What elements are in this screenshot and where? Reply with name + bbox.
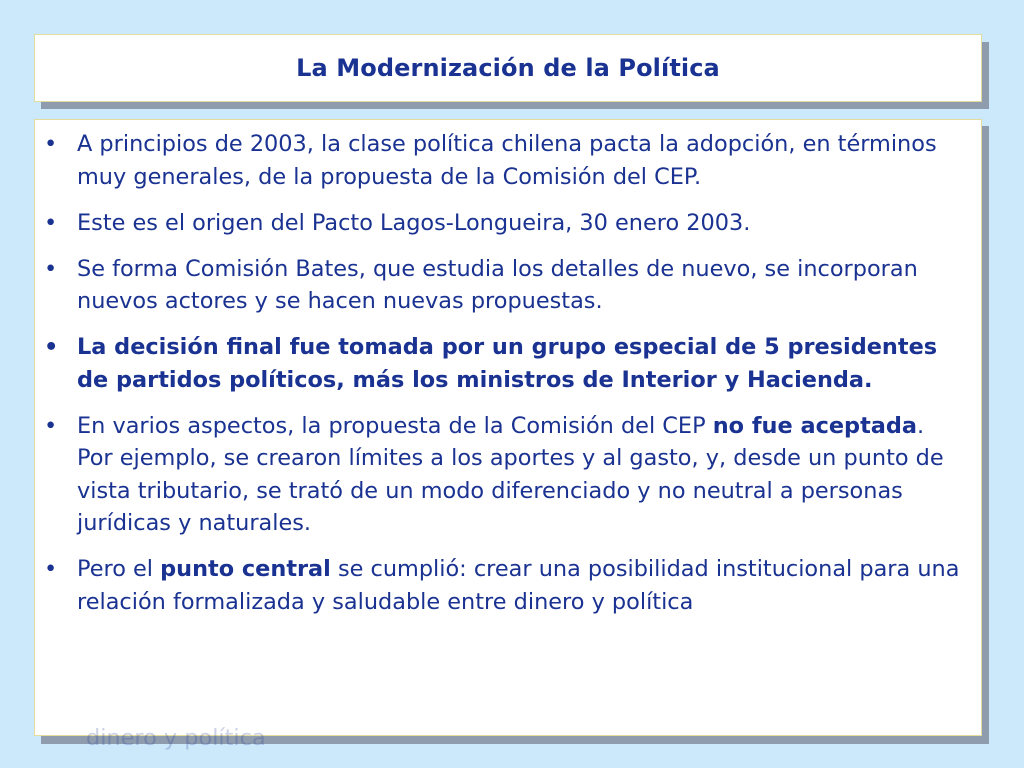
bullet-text: A principios de 2003, la clase política chilena pacta la adopción, en términos muy generales, de la propuesta de la Comisión del CEP. [77, 131, 937, 190]
bullet-item [44, 331, 961, 396]
overflow-ghost-text: dinero y política [86, 725, 266, 751]
bullet-dot-icon: • [44, 131, 58, 157]
bullet-text-part: Pero el [77, 556, 161, 582]
bullet-dot-icon: • [44, 334, 59, 360]
bullet-dot-icon: • [44, 412, 58, 439]
bullet-text-part: se cumplió: crear una posibilidad institucional para una relación formalizada y saludable entre dinero y política [77, 556, 960, 615]
bullet-item [44, 553, 961, 618]
bullet-emphasis: punto central [160, 556, 331, 582]
bullet-dot-icon: • [44, 556, 58, 582]
bullet-item [44, 207, 961, 240]
bullet-list [35, 120, 981, 618]
bullet-text: Este es el origen del Pacto Lagos-Longueira, 30 enero 2003. [77, 209, 751, 236]
bullet-text-part: En varios aspectos, la propuesta de la Comisión del CEP [77, 412, 713, 439]
bullet-item [44, 253, 961, 318]
bullet-text-part: . Por ejemplo, se crearon límites a los aportes y al gasto, y, desde un punto de vista tributario, se trató de un modo diferenciado y no neutral a personas jurídicas y naturales. [77, 412, 944, 536]
slide-title: La Modernización de la Política [296, 54, 720, 82]
bullet-dot-icon: • [44, 209, 58, 236]
bullet-emphasis: no fue aceptada [712, 412, 918, 439]
bullet-text: La decisión final fue tomada por un grupo especial de 5 presidentes de partidos políticos, más los ministros de Interior y Hacienda. [77, 334, 938, 393]
title-panel [34, 34, 982, 102]
bullet-text: Se forma Comisión Bates, que estudia los detalles de nuevo, se incorporan nuevos actores y se hacen nuevas propuestas. [77, 255, 918, 314]
bullet-item [44, 410, 961, 540]
content-panel [34, 119, 982, 736]
bullet-dot-icon: • [44, 255, 58, 282]
bullet-item [44, 128, 961, 193]
